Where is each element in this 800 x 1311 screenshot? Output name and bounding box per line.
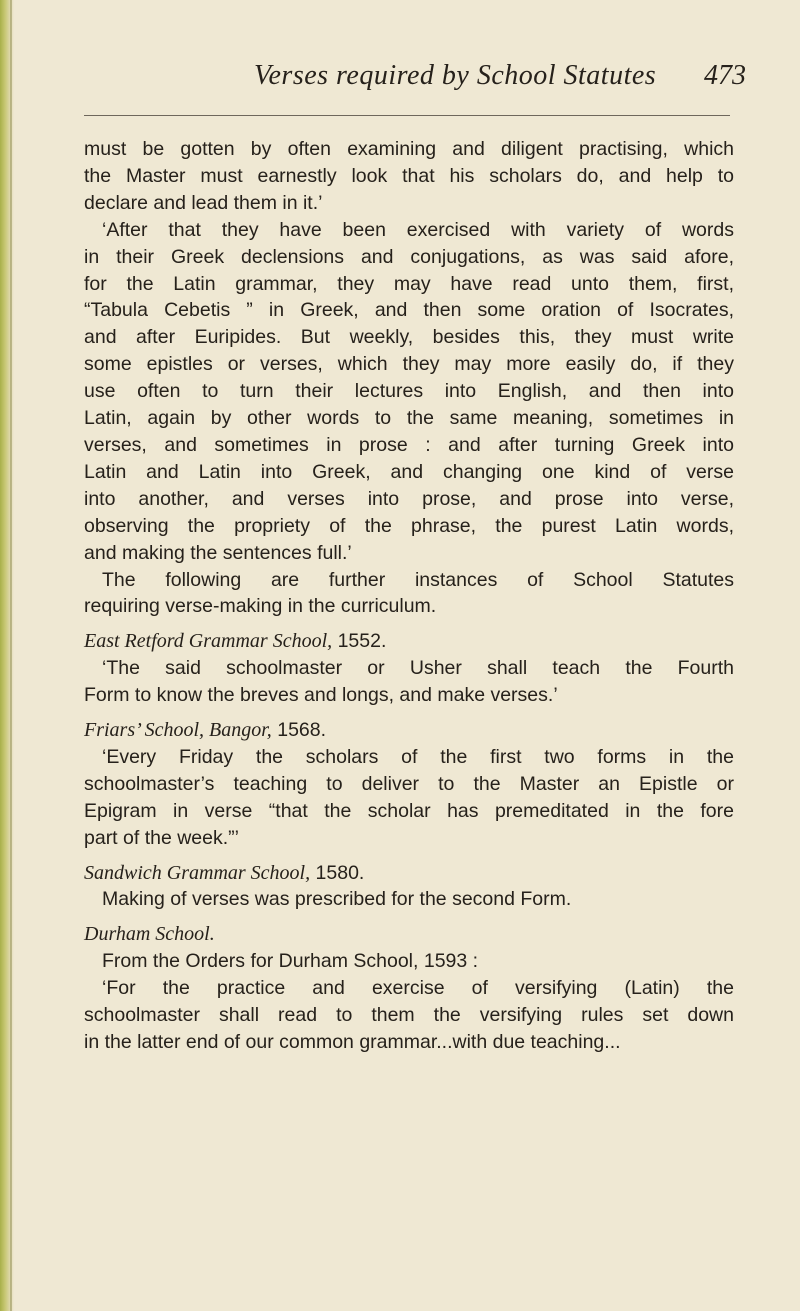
text-line: in the latter end of our common grammar...with due teaching... — [84, 1031, 621, 1053]
spacer — [84, 852, 734, 860]
text-line: verses, and sometimes in prose : and after turning Greek into — [84, 433, 734, 456]
page-header — [0, 60, 800, 100]
text-line: The following are further instances of School Statutes — [102, 568, 734, 591]
text-line: “Tabula Cebetis ” in Greek, and then some oration of Isocrates, — [84, 299, 734, 322]
text-line: declare and lead them in it.’ — [84, 191, 323, 214]
text-line: schoolmaster’s teaching to deliver to the Master an Epistle or — [84, 772, 734, 795]
text-line: Latin and Latin into Greek, and changing one kind of verse — [84, 460, 734, 483]
text-line: requiring verse-making in the curriculum. — [84, 595, 437, 618]
section-heading — [84, 921, 734, 948]
text-line: for the Latin grammar, they may have read unto them, first, — [84, 272, 734, 295]
text-line: observing the propriety of the phrase, the purest Latin words, — [84, 514, 734, 537]
text-line: and making the sentences full.’ — [84, 541, 352, 564]
section-heading — [84, 628, 734, 655]
text-line: and after Euripides. But weekly, besides this, they must write — [84, 326, 734, 349]
section-friars-school — [84, 717, 734, 852]
paragraph-further-instances — [84, 567, 734, 621]
spacer — [84, 620, 734, 628]
text-line: From the Orders for Durham School, 1593 : — [102, 950, 479, 973]
page-body — [84, 136, 734, 1056]
text-line: into another, and verses into prose, and prose into verse, — [84, 487, 734, 510]
spacer — [84, 709, 734, 717]
section-east-retford — [84, 628, 734, 709]
school-year: 1580. — [315, 861, 365, 884]
section-sandwich — [84, 860, 734, 914]
text-line: some epistles or verses, which they may more easily do, if they — [84, 353, 734, 376]
page-number: 473 — [704, 60, 746, 91]
section-heading — [84, 717, 734, 744]
school-year: 1552. — [337, 630, 387, 653]
paragraph-greek-study — [84, 217, 734, 567]
text-line: Latin, again by other words to the same meaning, sometimes in — [84, 407, 734, 430]
text-line: use often to turn their lectures into English, and then into — [84, 380, 734, 403]
section-durham — [84, 921, 734, 1056]
text-line: must be gotten by often examining and diligent practising, which — [84, 138, 734, 160]
section-heading — [84, 860, 734, 887]
text-line: Form to know the breves and longs, and make verses.’ — [84, 684, 558, 707]
text-line: ‘Every Friday the scholars of the first two forms in the — [102, 745, 734, 768]
text-line: Making of verses was prescribed for the second Form. — [102, 888, 572, 911]
running-head: Verses required by School Statutes — [254, 60, 657, 91]
school-name: Friars’ School, Bangor, — [84, 719, 272, 742]
school-name: East Retford Grammar School, — [84, 630, 333, 653]
school-year: 1568. — [277, 719, 327, 742]
spacer — [84, 913, 734, 921]
school-name: Durham School. — [84, 923, 215, 946]
text-line: schoolmaster shall read to them the versifying rules set down — [84, 1004, 734, 1027]
text-line: in their Greek declensions and conjugations, as was said afore, — [84, 245, 734, 268]
paragraph-continuation — [84, 136, 734, 217]
text-line: part of the week.”’ — [84, 826, 239, 849]
school-name: Sandwich Grammar School, — [84, 861, 311, 884]
header-rule — [84, 115, 730, 116]
text-line: ‘The said schoolmaster or Usher shall teach the Fourth — [102, 657, 734, 680]
text-line: ‘For the practice and exercise of versifying (Latin) the — [102, 977, 734, 1000]
text-line: Epigram in verse “that the scholar has premeditated in the fore — [84, 799, 734, 822]
text-line: ‘After that they have been exercised with variety of words — [102, 218, 734, 241]
text-line: the Master must earnestly look that his scholars do, and help to — [84, 164, 734, 187]
binding-edge — [10, 0, 12, 1311]
